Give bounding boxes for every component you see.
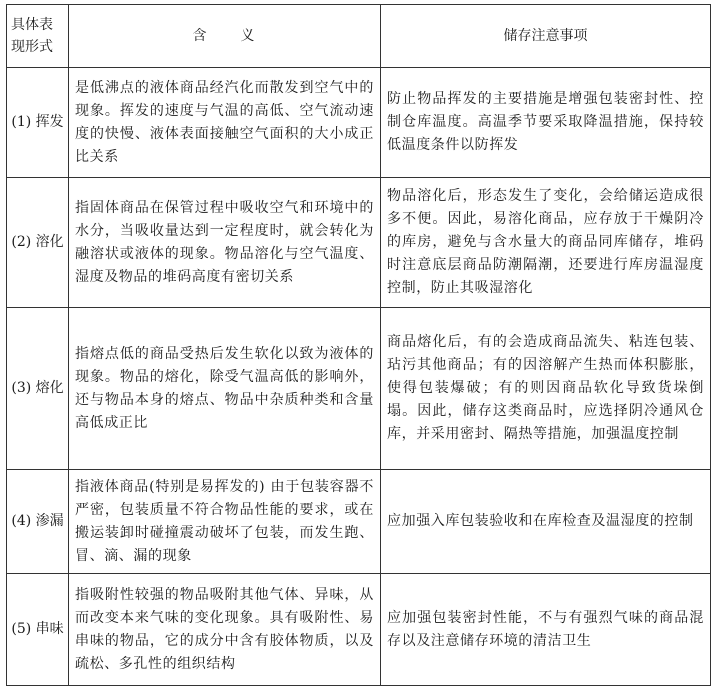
- header-row: [7, 5, 711, 68]
- table-row: [7, 470, 711, 574]
- row-notes: 应加强包装密封性能，不与有强烈气味的商品混存以及注意储存环境的清洁卫生: [381, 574, 711, 686]
- table-row: [7, 178, 711, 308]
- table-row: [7, 574, 711, 686]
- table-header: [7, 5, 711, 68]
- row-meaning: 是低沸点的液体商品经汽化而散发到空气中的现象。挥发的速度与气温的高低、空气流动速度的快慢、液体表面接触空气面积的大小成正比关系: [69, 68, 381, 178]
- table-body: [7, 68, 711, 686]
- header-form: 具体表现形式: [7, 5, 69, 68]
- row-meaning: 指固体商品在保管过程中吸收空气和环境中的水分，当吸收量达到一定程度时，就会转化为融溶状或液体的现象。物品溶化与空气温度、湿度及物品的堆码高度有密切关系: [69, 178, 381, 308]
- row-meaning: 指液体商品(特别是易挥发的) 由于包装容器不严密，包装质量不符合物品性能的要求，或在搬运装卸时碰撞震动破坏了包装，而发生跑、冒、滴、漏的现象: [69, 470, 381, 574]
- row-notes: 物品溶化后，形态发生了变化，会给储运造成很多不便。因此，易溶化商品，应存放于干燥阴冷的库房，避免与含水量大的商品同库储存，堆码时注意底层商品防潮隔潮，还要进行库房温湿度控制，防止其吸湿溶化: [381, 178, 711, 308]
- row-meaning: 指熔点低的商品受热后发生软化以致为液体的现象。物品的熔化，除受气温高低的影响外，还与物品本身的熔点、物品中杂质种类和含量高低成正比: [69, 308, 381, 470]
- table-row: [7, 308, 711, 470]
- row-notes: 应加强入库包装验收和在库检查及温湿度的控制: [381, 470, 711, 574]
- row-form-melting: (3) 熔化: [7, 308, 69, 470]
- row-form-dissolution: (2) 溶化: [7, 178, 69, 308]
- row-meaning: 指吸附性较强的物品吸附其他气体、异味，从而改变本来气味的变化现象。具有吸附性、易串味的物品，它的成分中含有胶体物质，以及疏松、多孔性的组织结构: [69, 574, 381, 686]
- header-notes: 储存注意事项: [381, 5, 711, 68]
- header-meaning: 含 义: [69, 5, 381, 68]
- row-form-volatilization: (1) 挥发: [7, 68, 69, 178]
- row-form-leakage: (4) 渗漏: [7, 470, 69, 574]
- row-form-odor-transfer: (5) 串味: [7, 574, 69, 686]
- table-row: [7, 68, 711, 178]
- row-notes: 商品熔化后，有的会造成商品流失、粘连包装、玷污其他商品；有的因溶解产生热而体积膨胀，使得包装爆破；有的则因商品软化导致货垛倒塌。因此，储存这类商品时，应选择阴冷通风仓库，并采用密封、隔热等措施，加强温度控制: [381, 308, 711, 470]
- row-notes: 防止物品挥发的主要措施是增强包装密封性、控制仓库温度。高温季节要采取降温措施，保持较低温度条件以防挥发: [381, 68, 711, 178]
- storage-change-table: [6, 4, 711, 686]
